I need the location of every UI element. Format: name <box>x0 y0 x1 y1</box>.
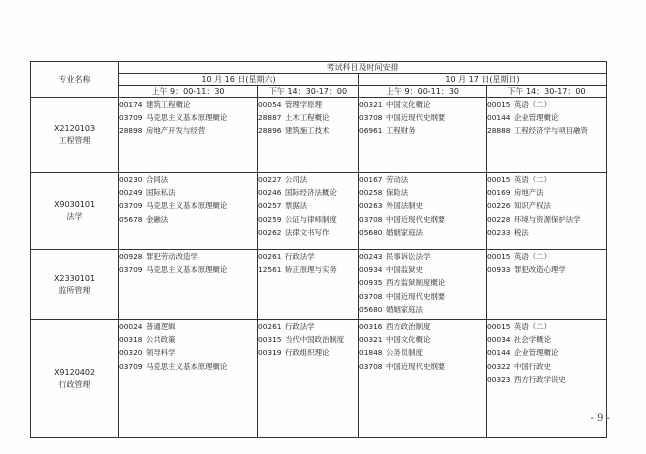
day1-afternoon-courses <box>258 98 359 173</box>
course-code: 03708 <box>359 291 383 301</box>
course-name: 工程财务 <box>386 126 416 136</box>
day1-morning-courses <box>119 98 258 173</box>
course-name: 企业管理概论 <box>514 113 559 123</box>
course-entry <box>487 250 606 263</box>
day1-header: 10 月 16 日(星期六) <box>119 74 359 86</box>
course-entry <box>487 320 606 333</box>
exam-schedule-title: 考试科目及时间安排 <box>119 62 607 74</box>
course-name: 土木工程概论 <box>285 113 330 123</box>
major-name: 法学 <box>66 212 83 221</box>
course-name: 建筑工程概论 <box>146 100 191 109</box>
course-code: 05678 <box>119 214 143 224</box>
course-code: 01848 <box>359 348 383 358</box>
course-entry <box>258 173 358 186</box>
course-entry <box>487 186 606 199</box>
course-entry <box>258 186 358 199</box>
course-code: 03709 <box>119 201 143 211</box>
major-code: X9120402 <box>53 367 96 377</box>
course-name: 矫正原理与实务 <box>285 265 337 275</box>
major-cell <box>31 250 119 320</box>
course-entry <box>487 360 606 373</box>
course-entry <box>359 290 486 303</box>
day2-afternoon-courses <box>487 320 607 438</box>
major-code: X2120103 <box>53 124 96 133</box>
major-name: 行政管理 <box>58 379 91 389</box>
course-code: 00321 <box>359 100 383 109</box>
course-code: 00262 <box>258 227 282 237</box>
course-entry <box>359 124 486 137</box>
course-entry <box>359 226 486 239</box>
major-row-public-administration <box>31 320 607 438</box>
course-entry <box>119 320 257 333</box>
course-code: 00321 <box>359 335 383 345</box>
major-cell <box>31 320 119 438</box>
day2-morning-courses <box>359 250 487 320</box>
course-name: 领导科学 <box>146 348 176 358</box>
course-entry <box>258 213 358 226</box>
course-code: 00319 <box>258 348 282 358</box>
course-code: 00174 <box>119 100 143 109</box>
day2-morning-courses <box>359 98 487 173</box>
course-code: 00933 <box>487 265 511 275</box>
course-code: 03708 <box>359 113 383 123</box>
course-code: 05680 <box>359 227 383 237</box>
course-name: 马克思主义基本原理概论 <box>146 113 228 123</box>
course-entry <box>359 213 486 226</box>
course-code: 00263 <box>359 201 383 211</box>
major-cell <box>31 98 119 173</box>
course-code: 00015 <box>487 175 511 184</box>
course-name: 马克思主义基本原理概论 <box>146 201 228 211</box>
course-code: 03708 <box>359 361 383 371</box>
course-name: 中国近现代史纲要 <box>386 113 446 123</box>
course-name: 普通逻辑 <box>146 322 176 331</box>
course-name: 行政组织理论 <box>285 348 330 358</box>
course-code: 28898 <box>119 126 143 136</box>
course-entry <box>359 346 486 359</box>
course-entry <box>359 250 486 263</box>
major-cell <box>31 173 119 250</box>
course-entry <box>487 213 606 226</box>
course-entry <box>487 373 606 386</box>
course-code: 00257 <box>258 201 282 211</box>
course-name: 税法 <box>514 227 529 237</box>
course-entry <box>487 199 606 212</box>
course-name: 工程经济学与项目融资 <box>514 126 588 136</box>
course-entry <box>359 303 486 316</box>
course-name: 英语（二） <box>514 175 551 184</box>
course-entry <box>487 333 606 346</box>
major-row-engineering-management <box>31 98 607 173</box>
course-name: 婚姻家庭法 <box>386 227 423 237</box>
course-entry <box>119 98 257 111</box>
course-code: 00015 <box>487 252 511 261</box>
day2-morning-courses <box>359 173 487 250</box>
course-entry <box>119 186 257 199</box>
course-code: 06961 <box>359 126 383 136</box>
course-entry <box>487 263 606 276</box>
course-code: 00169 <box>487 188 511 198</box>
course-code: 00054 <box>258 100 282 109</box>
course-name: 公共政策 <box>146 335 176 345</box>
course-code: 00227 <box>258 175 282 184</box>
course-name: 管理学原理 <box>285 100 322 109</box>
course-name: 英语（二） <box>514 252 551 261</box>
course-entry <box>359 199 486 212</box>
course-entry <box>258 199 358 212</box>
course-name: 中国文化概论 <box>386 335 431 345</box>
major-row-law <box>31 173 607 250</box>
course-name: 法律文书写作 <box>285 227 330 237</box>
course-code: 00928 <box>119 252 143 261</box>
course-code: 00261 <box>258 322 282 331</box>
course-code: 03709 <box>119 113 143 123</box>
course-name: 当代中国政治制度 <box>285 335 345 345</box>
course-entry <box>258 346 358 359</box>
course-code: 00261 <box>258 252 282 261</box>
course-code: 00316 <box>359 322 383 331</box>
course-name: 票据法 <box>285 201 308 211</box>
exam-schedule-table <box>30 61 607 438</box>
course-code: 00259 <box>258 214 282 224</box>
course-entry <box>119 173 257 186</box>
course-entry <box>359 320 486 333</box>
day2-header: 10 月 17 日(星期日) <box>359 74 607 86</box>
course-code: 28887 <box>258 113 282 123</box>
course-code: 00024 <box>119 322 143 331</box>
course-code: 03709 <box>119 265 143 275</box>
course-name: 金融法 <box>146 214 169 224</box>
major-name-header: 专业名称 <box>31 62 119 98</box>
course-name: 民事诉讼法学 <box>386 252 431 261</box>
course-entry <box>359 98 486 111</box>
course-entry <box>258 226 358 239</box>
course-name: 外国法制史 <box>386 201 423 211</box>
course-code: 00230 <box>119 175 143 184</box>
course-code: 28888 <box>487 126 511 136</box>
day1-morning-header: 上午 9：00-11：30 <box>119 86 258 98</box>
course-entry <box>258 111 358 124</box>
course-entry <box>119 111 257 124</box>
course-code: 00320 <box>119 348 143 358</box>
course-code: 00144 <box>487 348 511 358</box>
course-code: 00318 <box>119 335 143 345</box>
course-entry <box>258 263 358 276</box>
course-entry <box>487 346 606 359</box>
course-code: 00233 <box>487 227 511 237</box>
day2-afternoon-courses <box>487 173 607 250</box>
day1-afternoon-courses <box>258 173 359 250</box>
major-code: X2330101 <box>53 273 96 283</box>
course-entry <box>258 320 358 333</box>
course-code: 00243 <box>359 252 383 261</box>
course-name: 罪犯改造心理学 <box>514 265 566 275</box>
course-name: 中国文化概论 <box>386 100 431 109</box>
course-name: 公务员制度 <box>386 348 423 358</box>
course-name: 中国监狱史 <box>386 265 423 275</box>
major-name: 监所管理 <box>58 285 91 295</box>
course-name: 公司法 <box>285 175 308 184</box>
course-entry <box>487 124 606 137</box>
course-code: 00935 <box>359 278 383 288</box>
day1-afternoon-courses <box>258 320 359 438</box>
course-code: 00228 <box>487 214 511 224</box>
course-code: 00167 <box>359 175 383 184</box>
course-entry <box>258 333 358 346</box>
course-entry <box>359 263 486 276</box>
course-code: 03709 <box>119 361 143 371</box>
course-name: 合同法 <box>146 175 169 184</box>
course-entry <box>487 173 606 186</box>
course-name: 环境与资源保护法学 <box>514 214 581 224</box>
page-number: - 9 - <box>590 413 610 424</box>
course-code: 00322 <box>487 361 511 371</box>
major-code: X9030101 <box>53 200 96 209</box>
course-name: 中国近现代史纲要 <box>386 291 446 301</box>
course-entry <box>487 98 606 111</box>
course-name: 房地产法 <box>514 188 544 198</box>
course-entry <box>359 333 486 346</box>
course-name: 西方监狱制度概论 <box>386 278 446 288</box>
course-entry <box>258 250 358 263</box>
course-name: 公证与律师制度 <box>285 214 337 224</box>
course-name: 西方政治制度 <box>386 322 431 331</box>
day1-afternoon-header: 下午 14：30-17：00 <box>258 86 359 98</box>
course-name: 马克思主义基本原理概论 <box>146 361 228 371</box>
course-entry <box>119 263 257 276</box>
course-code: 00226 <box>487 201 511 211</box>
day1-morning-courses <box>119 173 258 250</box>
course-name: 中国近现代史纲要 <box>386 361 446 371</box>
course-name: 房地产开发与经营 <box>146 126 206 136</box>
course-entry <box>119 360 257 373</box>
course-code: 00323 <box>487 374 511 384</box>
course-entry <box>119 250 257 263</box>
course-name: 知识产权法 <box>514 201 551 211</box>
course-name: 行政法学 <box>285 252 315 261</box>
course-name: 马克思主义基本原理概论 <box>146 265 228 275</box>
course-code: 00015 <box>487 100 511 109</box>
course-code: 00315 <box>258 335 282 345</box>
course-name: 婚姻家庭法 <box>386 304 423 314</box>
course-entry <box>258 98 358 111</box>
course-code: 00015 <box>487 322 511 331</box>
day2-afternoon-courses <box>487 250 607 320</box>
course-name: 行政法学 <box>285 322 315 331</box>
major-row-prison-management <box>31 250 607 320</box>
course-entry <box>359 360 486 373</box>
course-code: 00258 <box>359 188 383 198</box>
day1-morning-courses <box>119 320 258 438</box>
course-name: 劳动法 <box>386 175 409 184</box>
course-name: 中国近现代史纲要 <box>386 214 446 224</box>
course-entry <box>359 186 486 199</box>
course-name: 国际私法 <box>146 188 176 198</box>
day2-afternoon-header: 下午 14：30-17：00 <box>487 86 607 98</box>
day2-morning-header: 上午 9：00-11：30 <box>359 86 487 98</box>
major-name: 工程管理 <box>58 136 91 145</box>
day2-afternoon-courses <box>487 98 607 173</box>
course-name: 国际经济法概论 <box>285 188 337 198</box>
course-entry <box>119 213 257 226</box>
course-entry <box>359 276 486 289</box>
course-name: 西方行政学说史 <box>514 374 566 384</box>
course-name: 社会学概论 <box>514 335 551 345</box>
course-entry <box>258 124 358 137</box>
course-name: 英语（二） <box>514 100 551 109</box>
day2-morning-courses <box>359 320 487 438</box>
day1-afternoon-courses <box>258 250 359 320</box>
course-entry <box>119 124 257 137</box>
course-code: 05680 <box>359 304 383 314</box>
course-code: 12561 <box>258 265 282 275</box>
course-name: 中国行政史 <box>514 361 551 371</box>
course-code: 28896 <box>258 126 282 136</box>
course-code: 00144 <box>487 113 511 123</box>
course-code: 00249 <box>119 188 143 198</box>
course-code: 03708 <box>359 214 383 224</box>
course-entry <box>119 199 257 212</box>
course-code: 00034 <box>487 335 511 345</box>
course-code: 00246 <box>258 188 282 198</box>
course-entry <box>487 111 606 124</box>
course-entry <box>119 333 257 346</box>
course-entry <box>359 111 486 124</box>
course-name: 罪犯劳动改造学 <box>146 252 198 261</box>
course-code: 00934 <box>359 265 383 275</box>
day1-morning-courses <box>119 250 258 320</box>
course-entry <box>359 173 486 186</box>
course-name: 企业管理概论 <box>514 348 559 358</box>
course-name: 英语（二） <box>514 322 551 331</box>
course-name: 建筑施工技术 <box>285 126 330 136</box>
course-name: 保险法 <box>386 188 409 198</box>
course-entry <box>119 346 257 359</box>
course-entry <box>487 226 606 239</box>
